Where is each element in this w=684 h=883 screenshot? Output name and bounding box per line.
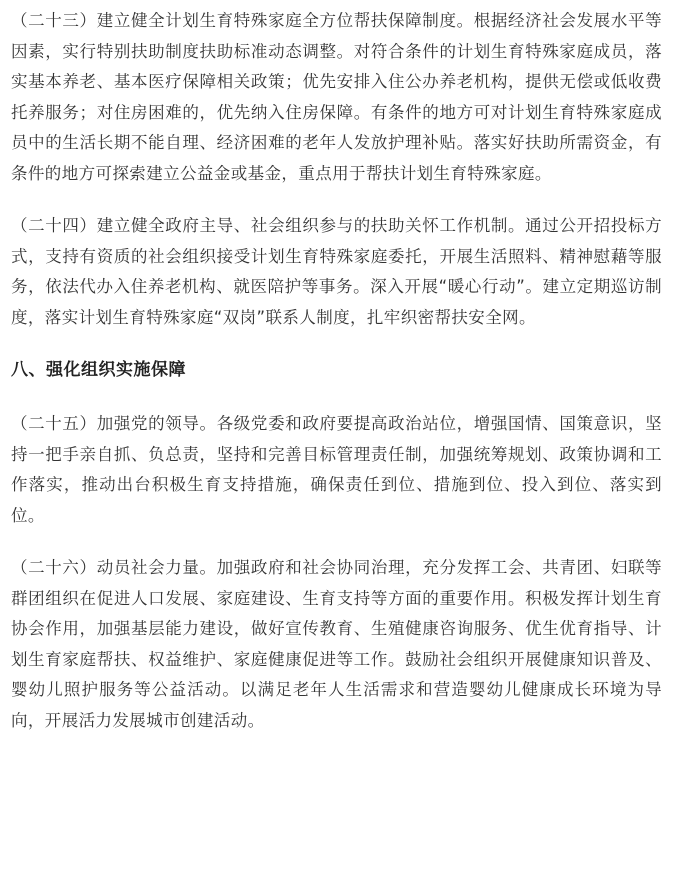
paragraph-25: （二十五）加强党的领导。各级党委和政府要提高政治站位，增强国情、国策意识，坚持一把手亲自抓、负总责，坚持和完善目标管理责任制，加强统筹规划、政策协调和工作落实，推动出台积极生育支持措施，确保责任到位、措施到位、投入到位、落实到位。	[11, 414, 662, 525]
paragraph-26: （二十六）动员社会力量。加强政府和社会协同治理，充分发挥工会、共青团、妇联等群团组织在促进人口发展、家庭建设、生育支持等方面的重要作用。积极发挥计划生育协会作用，加强基层能力建设，做好宣传教育、生殖健康咨询服务、优生优育指导、计划生育家庭帮扶、权益维护、家庭健康促进等工作。鼓励社会组织开展健康知识普及、婴幼儿照护服务等公益活动。以满足老年人生活需求和营造婴幼儿健康成长环境为导向，开展活力发展城市创建活动。	[11, 558, 662, 730]
paragraph-24: （二十四）建立健全政府主导、社会组织参与的扶助关怀工作机制。通过公开招投标方式，支持有资质的社会组织接受计划生育特殊家庭委托，开展生活照料、精神慰藉等服务，依法代办入住养老机构、就医陪护等事务。深入开展“暖心行动”。建立定期巡访制度，落实计划生育特殊家庭“双岗”联系人制度，扎牢织密帮扶安全网。	[11, 216, 662, 327]
section-heading: 八、强化组织实施保障	[11, 360, 186, 380]
paragraph-23: （二十三）建立健全计划生育特殊家庭全方位帮扶保障制度。根据经济社会发展水平等因素，实行特别扶助制度扶助标准动态调整。对符合条件的计划生育特殊家庭成员，落实基本养老、基本医疗保障相关政策；优先安排入住公办养老机构，提供无偿或低收费托养服务；对住房困难的，优先纳入住房保障。有条件的地方可对计划生育特殊家庭成员中的生活长期不能自理、经济困难的老年人发放护理补贴。落实好扶助所需资金，有条件的地方可探索建立公益金或基金，重点用于帮扶计划生育特殊家庭。	[11, 11, 662, 183]
